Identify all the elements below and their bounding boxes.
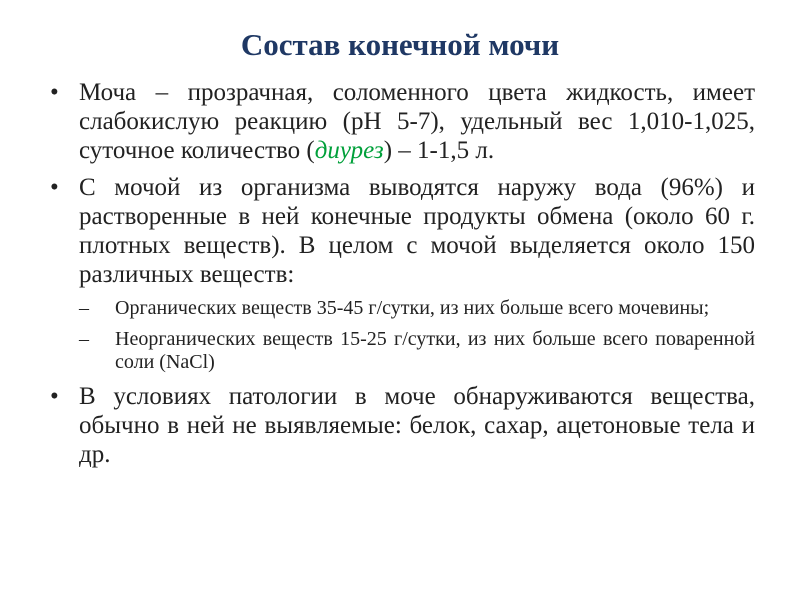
bullet-text: Моча – прозрачная, соломенного цвета жидкость, имеет слабокислую реакцию (рН 5-7), удельный вес 1,010-1,025, суточное количество ( — [79, 79, 755, 164]
bullet-item-excreted-substances — [50, 173, 755, 289]
sub-bullet-text: Органических веществ 35-45 г/сутки, из них больше всего мочевины; — [115, 297, 710, 319]
bullet-marker: • — [50, 174, 59, 201]
bullet-text: В условиях патологии в моче обнаруживаются вещества, обычно в ней не выявляемые: белок, сахар, ацетоновые тела и др. — [79, 383, 755, 468]
bullet-text: С мочой из организма выводятся наружу вода (96%) и растворенные в ней конечные продукты обмена (около 60 г. плотных веществ). В целом с мочой выделяется около 150 различных веществ: — [79, 174, 755, 288]
term-diuresis: диурез — [314, 137, 384, 164]
bullet-marker: • — [50, 79, 59, 106]
sub-bullet-text: Неорганических веществ 15-25 г/сутки, из них больше всего поваренной соли (NaCl) — [115, 328, 755, 373]
slide-content — [50, 78, 755, 477]
sub-bullet-marker: – — [79, 328, 89, 350]
bullet-item-pathology — [50, 382, 755, 469]
bullet-marker: • — [50, 383, 59, 410]
sub-bullet-marker: – — [79, 297, 89, 319]
bullet-text-end: ) – 1-1,5 л. — [383, 137, 495, 164]
sub-item-organic — [79, 297, 755, 320]
slide-title: Состав конечной мочи — [240, 27, 560, 62]
bullet-item-urine-description — [50, 78, 755, 165]
sub-item-inorganic — [79, 328, 755, 374]
